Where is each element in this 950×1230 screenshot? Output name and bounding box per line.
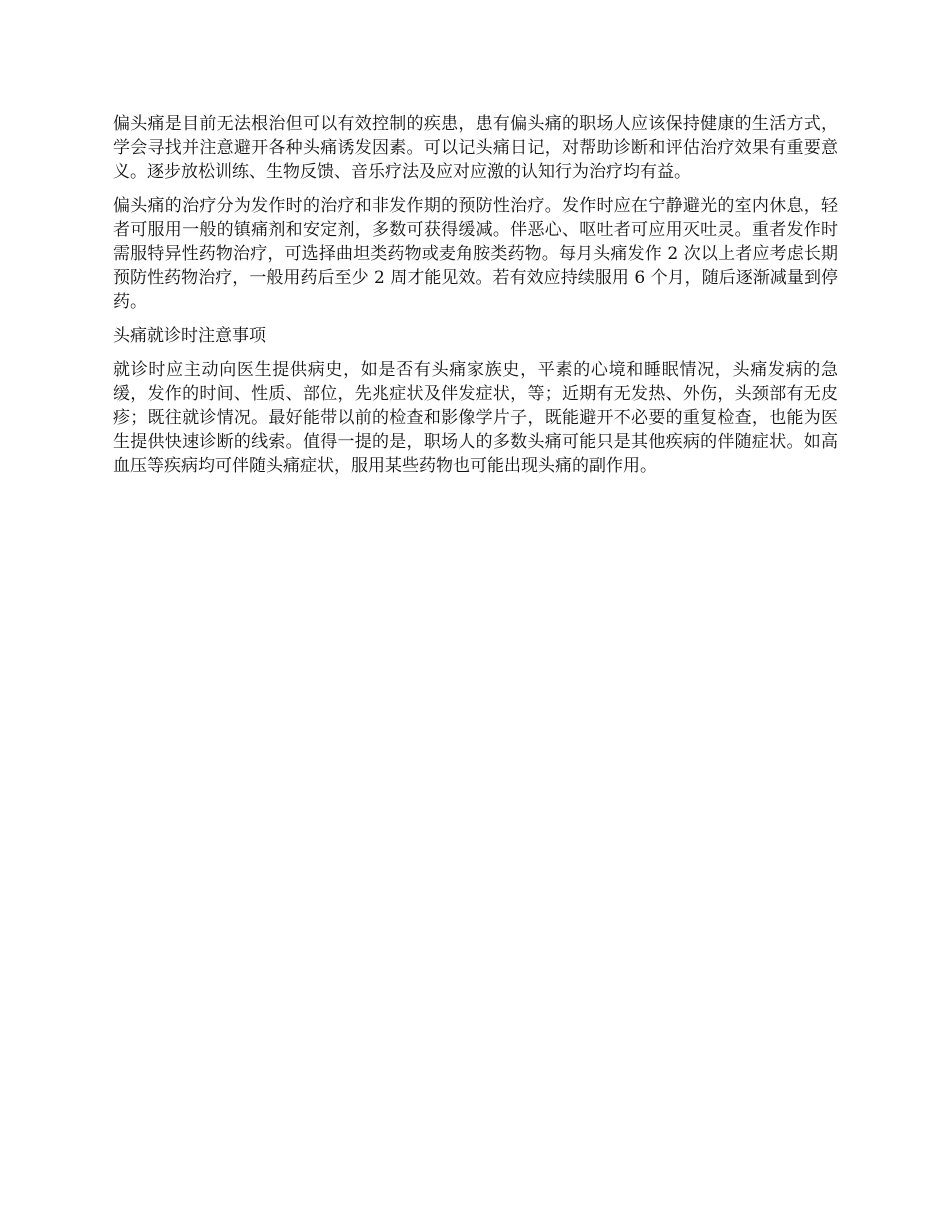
- paragraph-visit-notes: 就诊时应主动向医生提供病史，如是否有头痛家族史，平素的心境和睡眠情况，头痛发病的急缓，发作的时间、性质、部位，先兆症状及伴发症状，等；近期有无发热、外伤，头颈部有无皮疹；既往就诊情况。最好能带以前的检查和影像学片子，既能避开不必要的重复检查，也能为医生提供快速诊断的线索。值得一提的是，职场人的多数头痛可能只是其他疾病的伴随症状。如高血压等疾病均可伴随头痛症状，服用某些药物也可能出现头痛的副作用。: [113, 360, 838, 476]
- paragraph-migraine-overview: 偏头痛是目前无法根治但可以有效控制的疾患，患有偏头痛的职场人应该保持健康的生活方式，学会寻找并注意避开各种头痛诱发因素。可以记头痛日记，对帮助诊断和评估治疗效果有重要意义。逐步放松训练、生物反馈、音乐疗法及应对应激的认知行为治疗均有益。: [113, 114, 838, 182]
- paragraph-migraine-treatment: 偏头痛的治疗分为发作时的治疗和非发作期的预防性治疗。发作时应在宁静避光的室内休息，轻者可服用一般的镇痛剂和安定剂，多数可获得缓减。伴恶心、呕吐者可应用灭吐灵。重者发作时需服特异性药物治疗，可选择曲坦类药物或麦角胺类药物。每月头痛发作 2 次以上者应考虑长期预防性药物治疗，一般用药后至少 2 周才能见效。若有效应持续服用 6 个月，随后逐渐减量到停药。: [113, 196, 838, 312]
- document-page: [113, 112, 838, 488]
- section-heading: 头痛就诊时注意事项: [113, 326, 266, 346]
